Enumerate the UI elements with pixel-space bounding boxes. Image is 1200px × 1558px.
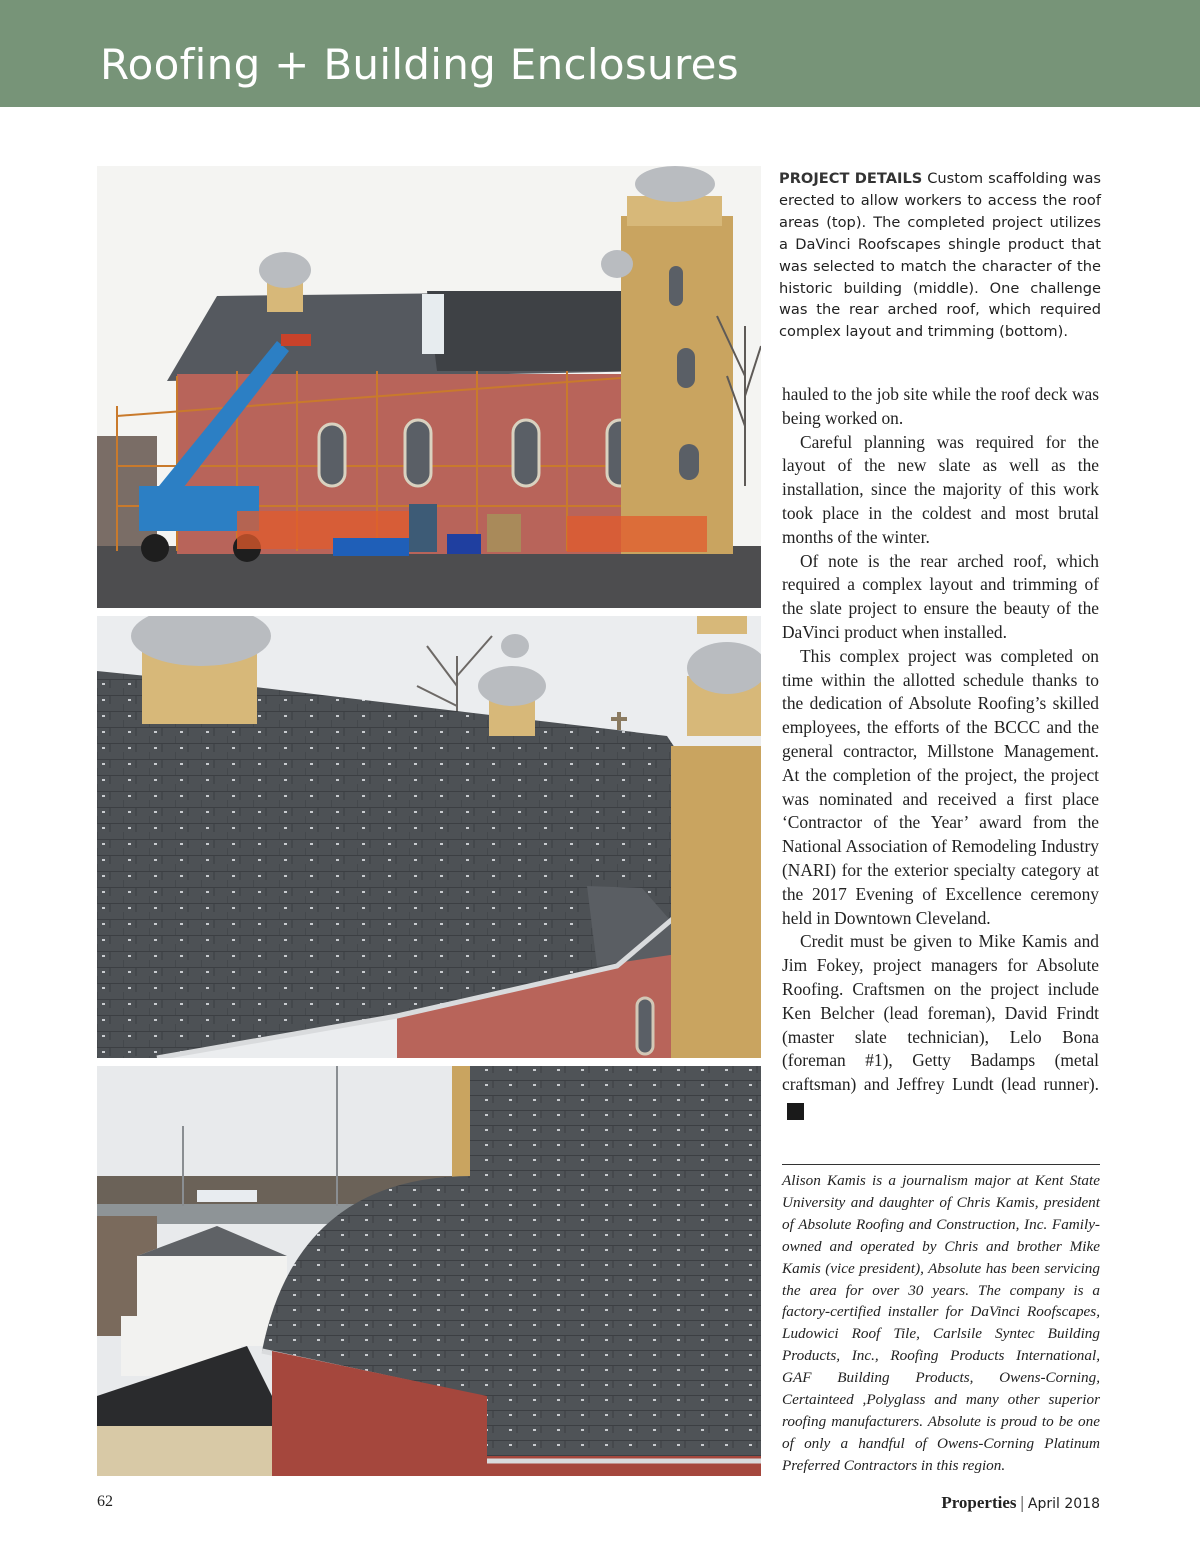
page-number: 62	[97, 1493, 113, 1510]
bio-divider	[782, 1164, 1100, 1165]
article-paragraph: Of note is the rear arched roof, which required a complex layout and trimming of the slate project to ensure the beauty of the DaVinci product when installed.	[782, 550, 1099, 642]
article-paragraph: This complex project was completed on time within the allotted schedule thanks to the dedication of Absolute Roofing’s skilled employees, the efforts of the BCCC and the general contractor, Millstone Management. At the completion of the project, the project was nominated and received a first place ‘Contractor of the Year’ award from the National Association of Remodeling Industry (NARI) for the exterior specialty category at the 2017 Evening of Excellence ceremony held in Downtown Cleveland.	[782, 645, 1099, 928]
article-body	[782, 383, 1099, 1121]
section-title: Roofing + Building Enclosures	[100, 40, 739, 89]
article-paragraph-text: Credit must be given to Mike Kamis and Jim Fokey, project managers for Absolute Roofing. Craftsmen on the project include Ken Belcher (lead foreman), David Frindt (master slate technician), Lelo Bona (foreman #1), Getty Badamps (metal craftsman) and Jeffrey Lundt (lead runner).	[782, 931, 1099, 1095]
author-bio: Alison Kamis is a journalism major at Kent State University and daughter of Chris Kamis, president of Absolute Roofing and Construction, Inc. Family-owned and operated by Chris and brother Mike Kamis (vice president), Absolute has been servicing the area for over 30 years. The company is a factory-certified installer for DaVinci Roofscapes, Ludowici Roof Tile, Carlsile Syntec Building Products, Inc., Roofing Products International, GAF Building Products, Owens-Corning, Certainteed ,Polyglass and many other superior roofing manufacturers. Absolute is proud to be one of only a handful of Owens-Corning Platinum Preferred Contractors in this region.	[782, 1172, 1100, 1474]
caption-lead: PROJECT DETAILS	[779, 170, 923, 187]
article-paragraph-last	[782, 930, 1099, 1120]
photo-arched-roof	[97, 1066, 761, 1476]
end-mark-icon: P	[787, 1103, 804, 1120]
section-banner	[0, 0, 1200, 107]
article-paragraph: Careful planning was required for the layout of the new slate as well as the installation, since the majority of this work took place in the coldest and most brutal months of the winter.	[782, 431, 1099, 547]
caption-text: Custom scaffolding was erected to allow workers to access the roof areas (top). The completed project utilizes a DaVinci Roofscapes shingle product that was selected to match the character of the historic building (middle). One challenge was the rear arched roof, which required complex layout and trimming (bottom).	[779, 170, 1101, 341]
article-paragraph: hauled to the job site while the roof deck was being worked on.	[782, 384, 1099, 428]
photo-completed-roof	[97, 616, 761, 1058]
photo-caption	[779, 168, 1101, 343]
footer-publication	[941, 1493, 1100, 1513]
issue-date: April 2018	[1027, 1496, 1100, 1512]
publication-name: Properties	[941, 1493, 1017, 1512]
photo-scaffolding	[97, 166, 761, 608]
footer-separator: |	[1019, 1493, 1025, 1512]
